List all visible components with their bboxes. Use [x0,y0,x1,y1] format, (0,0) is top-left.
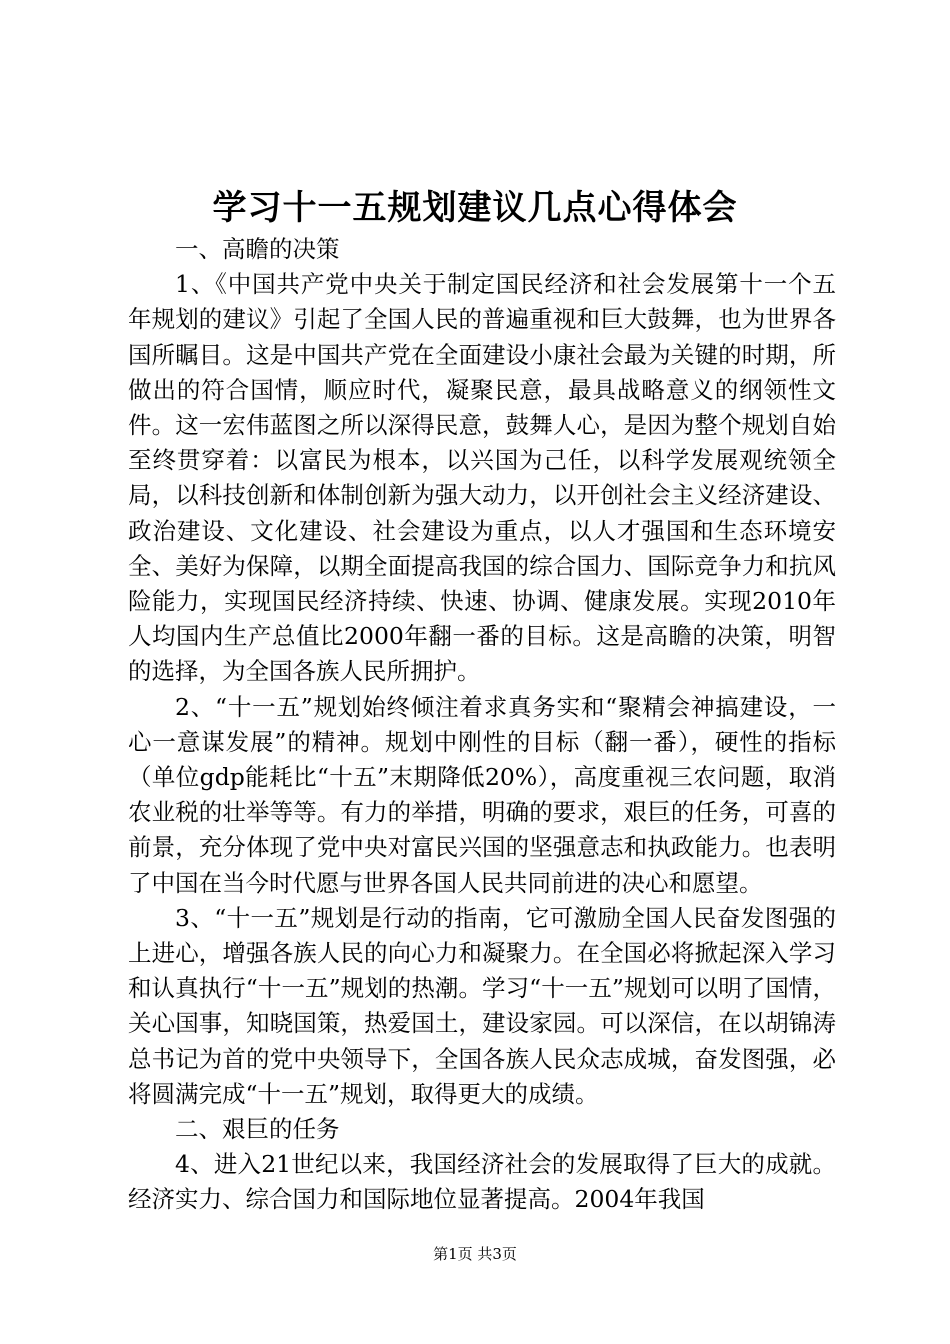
paragraph-1: 1、《中国共产党中央关于制定国民经济和社会发展第十一个五年规划的建议》引起了全国人民的普遍重视和巨大鼓舞，也为世界各国所瞩目。这是中国共产党在全面建设小康社会最为关键的时期，所做出的符合国情，顺应时代，凝聚民意，最具战略意义的纲领性文件。这一宏伟蓝图之所以深得民意，鼓舞人心，是因为整个规划自始至终贯穿着：以富民为根本，以兴国为己任，以科学发展观统领全局，以科技创新和体制创新为强大动力，以开创社会主义经济建设、政治建设、文化建设、社会建设为重点，以人才强国和生态环境安全、美好为保障，以期全面提高我国的综合国力、国际竞争力和抗风险能力，实现国民经济持续、快速、协调、健康发展。实现2010年人均国内生产总值比2000年翻一番的目标。这是高瞻的决策，明智的选择，为全国各族人民所拥护。 [128,270,836,686]
document-title: 学习十一五规划建议几点心得体会 [212,188,738,228]
paragraph-4: 4、进入21世纪以来，我国经济社会的发展取得了巨大的成就。经济实力、综合国力和国际地位显著提高。2004年我国 [128,1150,836,1214]
section-heading-2: 二、艰巨的任务 [175,1115,340,1144]
paragraph-2: 2、“十一五”规划始终倾注着求真务实和“聚精会神搞建设，一心一意谋发展”的精神。规划中刚性的目标（翻一番），硬性的指标（单位gdp能耗比“十五”末期降低20%），高度重视三农问题，取消农业税的壮举等等。有力的举措，明确的要求，艰巨的任务，可喜的前景，充分体现了党中央对富民兴国的坚强意志和执政能力。也表明了中国在当今时代愿与世界各国人民共同前进的决心和愿望。 [128,692,836,897]
paragraph-3: 3、“十一五”规划是行动的指南，它可激励全国人民奋发图强的上进心，增强各族人民的向心力和凝聚力。在全国必将掀起深入学习和认真执行“十一五”规划的热潮。学习“十一五”规划可以明了国情，关心国事，知晓国策，热爱国土，建设家园。可以深信，在以胡锦涛总书记为首的党中央领导下，全国各族人民众志成城，奋发图强，必将圆满完成“十一五”规划，取得更大的成绩。 [128,903,836,1108]
page-footer: 第1页 共3页 [433,1245,517,1263]
document-body [128,232,836,1218]
section-heading-1: 一、高瞻的决策 [175,235,340,263]
